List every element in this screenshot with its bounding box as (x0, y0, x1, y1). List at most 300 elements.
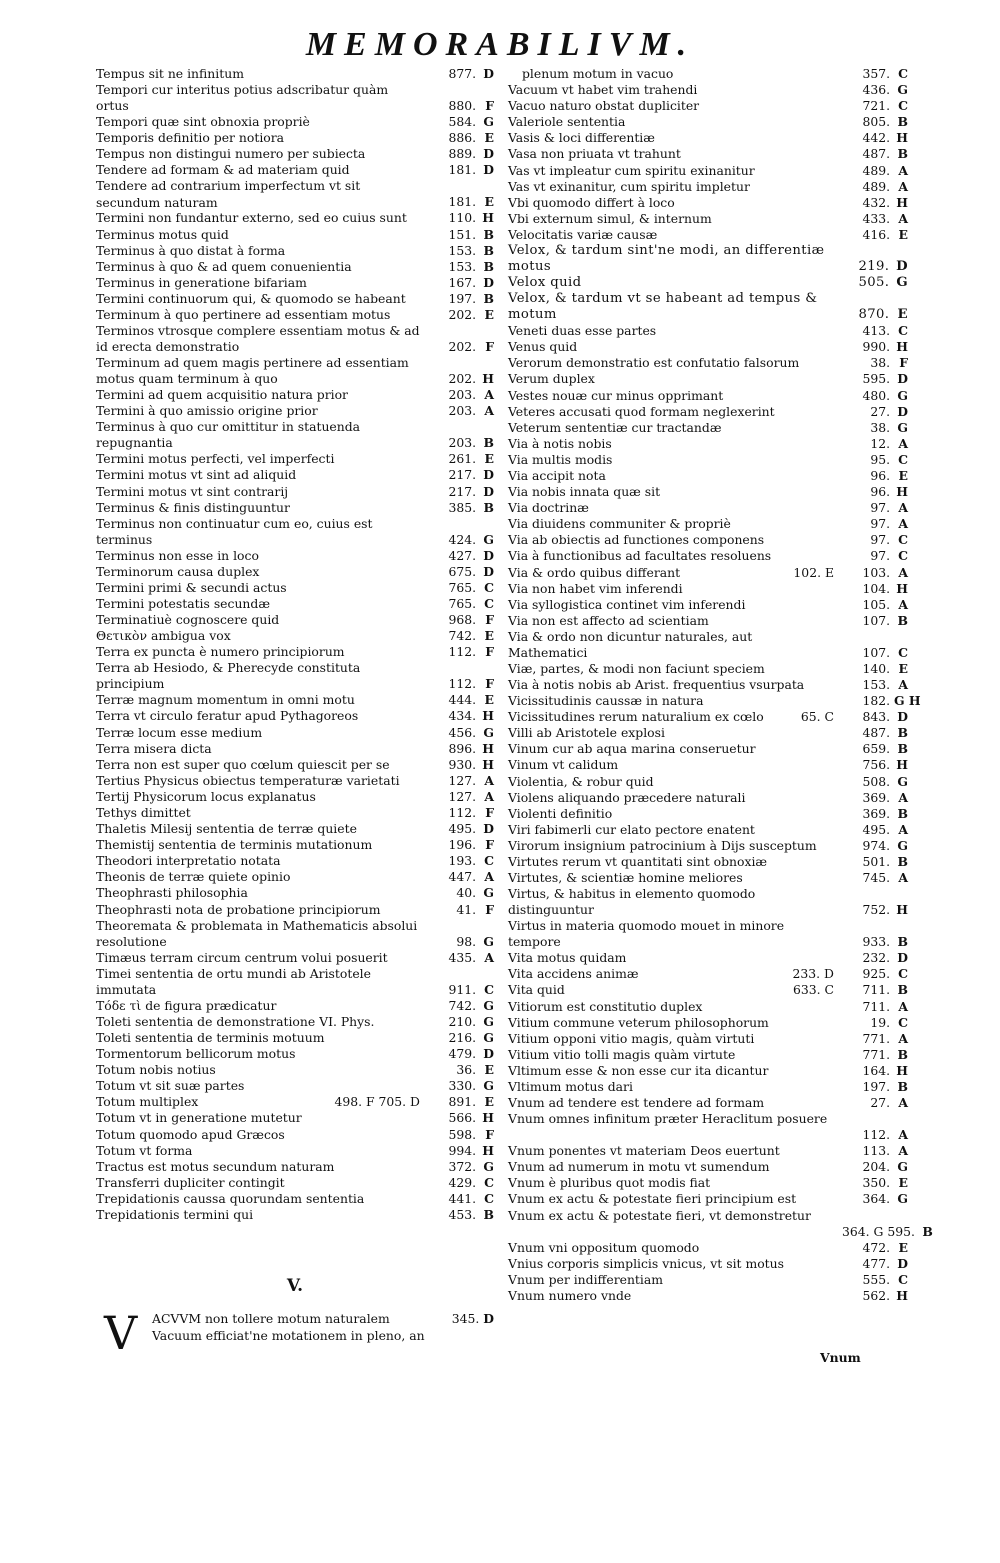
entry-text: Terra vt circulo feratur apud Pythagoreos (96, 708, 359, 724)
index-entry (96, 628, 494, 644)
entry-letter: H (896, 194, 908, 210)
entry-letter: D (896, 259, 908, 275)
entry-ref (428, 1014, 494, 1030)
entry-ref (428, 1143, 494, 1159)
entry-text: Termini motus perfecti, vel imperfecti (96, 451, 335, 467)
entry-text: Via syllogistica continet vim inferendi (508, 596, 746, 612)
index-entry (96, 259, 494, 275)
index-entry (508, 114, 908, 130)
entry-page: 96. (870, 467, 891, 483)
entry-text: Vnum è pluribus quot modis fiat (508, 1175, 711, 1191)
entry-ref (842, 163, 908, 179)
entry-page: 216. (448, 1029, 477, 1045)
entry-text: Terra ex puncta è numero principiorum (96, 644, 345, 660)
entry-text: Theophrasti nota de probatione principiorum (96, 901, 381, 917)
entry-letter: B (897, 741, 908, 757)
entry-letter: E (484, 692, 494, 708)
index-entry (508, 1175, 908, 1191)
entry-page: 843. (862, 709, 891, 725)
entry-page: 562. (862, 1287, 891, 1303)
entry-letter: B (483, 435, 494, 451)
entry-letter: C (484, 1190, 494, 1206)
index-entry (508, 146, 908, 162)
entry-page: 38. (870, 355, 891, 371)
entry-text: Theodori interpretatio notata (96, 853, 281, 869)
entry-letter: F (485, 339, 494, 355)
index-entry (508, 597, 908, 613)
entry-letter: F (485, 676, 494, 692)
entry-text: ACVVM non tollere motum naturalem (152, 1311, 390, 1326)
entry-ref (842, 870, 908, 886)
entry-page: 181. (448, 162, 477, 178)
entry-letter: H (482, 740, 494, 756)
index-entry (96, 564, 494, 580)
entry-letter: E (484, 1062, 494, 1078)
entry-letter: B (483, 242, 494, 258)
entry-text: Trepidationis termini qui (96, 1206, 254, 1222)
entry-letter: D (483, 162, 494, 178)
index-entry (96, 243, 494, 259)
entry-text: Vas vt exinanitur, cum spiritu impletur (508, 178, 750, 194)
index-entry (96, 548, 494, 564)
entry-page: 330. (448, 1078, 477, 1094)
entry-page: 933. (862, 934, 891, 950)
index-entry (96, 1207, 494, 1223)
index-entry (96, 757, 494, 773)
entry-letter: G (483, 933, 494, 949)
index-entry (96, 210, 494, 226)
entry-ref (842, 1143, 908, 1159)
entry-text: Terminus à quo & ad quem conuenientia (96, 258, 352, 274)
entry-ref (428, 387, 494, 403)
entry-ref (428, 950, 494, 966)
entry-letter: B (897, 982, 908, 998)
index-entry (96, 950, 494, 966)
index-entry (96, 178, 494, 210)
entry-ref (842, 693, 921, 709)
entry-page: 112. (448, 805, 477, 820)
entry-letter: A (898, 821, 908, 837)
index-entry (508, 339, 908, 355)
index-entry (96, 323, 494, 355)
entry-text: Via multis modis (508, 451, 613, 467)
entry-page: 203. (448, 435, 477, 451)
entry-page: 870. (858, 307, 890, 323)
entry-ref (428, 1207, 494, 1223)
entry-letter: B (922, 1223, 933, 1239)
index-entry (508, 211, 908, 227)
entry-text: Vitiorum est constitutio duplex (508, 998, 703, 1014)
entry-letter: B (897, 934, 908, 950)
entry-letter: H (896, 339, 908, 355)
entry-letter: D (483, 66, 494, 81)
index-entry (508, 886, 908, 918)
entry-text: Via non habet vim inferendi (508, 580, 683, 596)
entry-page: 771. (862, 1030, 891, 1046)
entry-text: Vitium commune veterum philosophorum (508, 1014, 769, 1030)
entry-ref (428, 259, 494, 275)
entry-page: 151. (448, 226, 477, 242)
entry-text: Via à notis nobis (508, 435, 612, 451)
index-entry (96, 998, 494, 1014)
index-entry (508, 741, 908, 757)
entry-ref (428, 227, 494, 243)
entry-ref (428, 773, 494, 789)
right-index-column (508, 66, 933, 1304)
entry-ref (428, 1094, 494, 1110)
entry-letter: A (898, 516, 908, 532)
entry-letter: E (484, 628, 494, 644)
entry-page: 711. (862, 982, 891, 998)
index-entry (508, 500, 908, 516)
entry-text: Terminum à quo pertinere ad essentiam motus (96, 307, 391, 323)
entry-ref (428, 596, 494, 612)
entry-page: 880. (448, 98, 477, 114)
entry-letter: D (483, 483, 494, 499)
index-entry (508, 1015, 908, 1031)
entry-text: Termini motus vt sint ad aliquid (96, 467, 297, 483)
entry-text: Vita accidens animæ (508, 966, 639, 982)
index-entry (96, 660, 494, 692)
entry-page: 444. (448, 692, 477, 708)
entry-ref (842, 259, 908, 275)
entry-page: 210. (448, 1013, 477, 1029)
entry-text: Veneti duas esse partes (508, 323, 657, 339)
entry-letter: E (898, 660, 908, 676)
entry-text: Vnum ad tendere est tendere ad formam (508, 1095, 765, 1111)
entry-letter: G (897, 387, 908, 403)
entry-text: Vnum omnes infinitum præter Heraclitum posuere (508, 1111, 828, 1127)
entry-letter: G (897, 419, 908, 435)
entry-page: 413. (862, 323, 891, 339)
index-entry (508, 581, 908, 597)
entry-letter: B (897, 114, 908, 130)
entry-text: Virtutes, & scientiæ homine meliores (508, 870, 743, 886)
entry-page: 489. (862, 178, 891, 194)
entry-page: 97. (870, 500, 891, 516)
index-entry (508, 1240, 908, 1256)
entry-letter: B (483, 290, 494, 306)
entry-page: 27. (870, 403, 891, 419)
entry-text: Totum vt sit suæ partes (96, 1078, 245, 1094)
entry-page: 12. (870, 435, 891, 451)
entry-letter: E (898, 226, 908, 242)
entry-letter: G (483, 1013, 494, 1029)
index-entry (508, 982, 908, 998)
entry-text: Toleti sententia de demonstratione VI. Phys. (96, 1013, 375, 1029)
index-entry (96, 307, 494, 323)
entry-ref (842, 854, 908, 870)
entry-letter: H (482, 371, 494, 387)
entry-page: 424. (448, 531, 477, 547)
entry-ref (428, 146, 494, 162)
entry-ref (428, 821, 494, 837)
entry-ref (428, 1175, 494, 1191)
entry-text: Tertius Physicus obiectus temperaturæ varietati (96, 772, 400, 788)
index-entry (508, 677, 908, 693)
entry-text: Vasa non priuata vt trahunt (508, 146, 681, 162)
index-entry (508, 484, 908, 500)
entry-ref (842, 999, 908, 1015)
entry-page: 127. (448, 772, 477, 788)
entry-text: Via & ordo quibus differant (508, 564, 681, 580)
entry-text: Terminatiuè cognoscere quid (96, 612, 280, 628)
entry-ref (842, 468, 908, 484)
index-entry (96, 1143, 494, 1159)
entry-letter: D (483, 1311, 494, 1326)
entry-letter: C (898, 323, 908, 339)
entry-text: Vitium vitio tolli magis quàm virtute (508, 1046, 736, 1062)
index-entry (508, 757, 908, 773)
entry-text: Virorum insignium patrocinium à Dijs susceptum (508, 837, 817, 853)
entry-page: 202. (448, 371, 477, 387)
entry-page: 41. (456, 901, 477, 917)
entry-ref (428, 532, 494, 548)
entry-text: Violentia, & robur quid (508, 773, 654, 789)
entry-page: 508. (862, 773, 891, 789)
index-entry (508, 98, 908, 114)
index-entry (96, 387, 494, 403)
entry-text: Vnum per indifferentiam (508, 1271, 664, 1287)
entry-page: 372. (448, 1158, 477, 1174)
entry-text: Viæ, partes, & modi non faciunt speciem (508, 660, 765, 676)
entry-text: Virtutes rerum vt quantitati sint obnoxiæ (508, 854, 768, 870)
entry-page: 357. (862, 66, 891, 81)
entry-page: 447. (448, 869, 477, 885)
entry-ref (842, 130, 908, 146)
entry-page: 765. (448, 595, 477, 611)
entry-text: Totum quomodo apud Græcos (96, 1126, 285, 1142)
entry-text: Terminum ad quem magis pertinere ad essentiam motus quam terminum à quo (96, 355, 409, 387)
index-entry (96, 708, 494, 724)
entry-ref (842, 66, 908, 82)
entry-text: Via à notis nobis ab Arist. frequentius vsurpata (508, 677, 805, 692)
index-entry (96, 1159, 494, 1175)
entry-letter: D (483, 547, 494, 563)
entry-page: 110. (448, 210, 477, 226)
entry-ref (428, 500, 494, 516)
entry-page: 453. (448, 1206, 477, 1222)
entry-page: 202. (448, 307, 477, 323)
entry-page: 38. (870, 419, 891, 435)
entry-letter: E (484, 1094, 494, 1110)
drop-cap: V (104, 1306, 138, 1360)
index-entry (508, 1111, 908, 1143)
entry-page: 104. (862, 580, 891, 596)
index-entry (508, 1079, 908, 1095)
index-entry (508, 709, 908, 725)
entry-ref (428, 435, 494, 451)
entry-text: Totum vt in generatione mutetur (96, 1110, 302, 1126)
entry-letter: F (899, 355, 908, 371)
entry-letter: B (897, 612, 908, 628)
entry-ref (428, 789, 494, 805)
entry-page: 675. (448, 563, 477, 579)
entry-text: Via à functionibus ad facultates resoluens (508, 548, 772, 564)
entry-text: Via doctrinæ (508, 500, 589, 516)
entry-letter: F (485, 837, 494, 853)
entry-letter: A (898, 1095, 908, 1111)
entry-text: Verorum demonstratio est confutatio falsorum (508, 355, 800, 371)
entry-ref (842, 741, 908, 757)
entry-page: 193. (448, 853, 477, 869)
entry-text: Vltimum esse & non esse cur ita dicantur (508, 1062, 769, 1078)
entry-ref (842, 114, 908, 130)
entry-text: Villi ab Aristotele explosi (508, 725, 665, 741)
entry-letter: A (484, 788, 494, 804)
entry-page: 480. (862, 387, 891, 403)
entry-ref (842, 1063, 908, 1079)
entry-page: 95. (870, 451, 891, 467)
entry-text: Velox, & tardum vt se habeant ad tempus & motum (508, 291, 818, 323)
entry-letter: H (482, 210, 494, 226)
entry-page: 925. (862, 966, 891, 982)
entry-ref (428, 467, 494, 483)
entry-text: Veteres accusati quod formam neglexerint (508, 403, 775, 419)
index-entry (96, 1191, 494, 1207)
entry-page: 584. (448, 114, 477, 130)
index-entry (96, 1030, 494, 1046)
index-entry (508, 179, 908, 195)
entry-ref (428, 564, 494, 580)
entry-text: Terminus à quo distat à forma (96, 242, 286, 258)
index-entry (96, 275, 494, 291)
entry-ref (842, 98, 908, 114)
entry-ref (428, 725, 494, 741)
entry-ref (842, 548, 908, 564)
entry-ref (842, 404, 908, 420)
index-entry (508, 790, 908, 806)
entry-text: Vnum ex actu & potestate fieri principium est (508, 1191, 797, 1207)
entry-ref (842, 565, 908, 581)
entry-ref (428, 644, 494, 660)
entry-ref (428, 837, 494, 853)
entry-ref (842, 1272, 908, 1288)
entry-letter: F (485, 901, 494, 917)
entry-letter: C (484, 1174, 494, 1190)
entry-text: Valeriole sententia (508, 114, 626, 130)
entry-text: Thaletis Milesij sententia de terræ quiete (96, 821, 357, 837)
entry-page: 427. (448, 547, 477, 563)
index-entry (96, 1078, 494, 1094)
entry-ref (428, 757, 494, 773)
entry-extra-ref: 498. F 705. D (334, 1094, 420, 1110)
entry-page: 472. (862, 1239, 891, 1255)
index-entry (508, 693, 921, 709)
entry-letter: A (898, 1143, 908, 1159)
entry-letter: C (898, 1271, 908, 1287)
index-entry (508, 1191, 908, 1207)
entry-letter: B (897, 854, 908, 870)
entry-ref (428, 451, 494, 467)
entry-text: Tendere ad formam & ad materiam quid (96, 162, 350, 178)
entry-page: 505. (858, 275, 890, 291)
entry-ref (842, 211, 908, 227)
entry-page: 711. (862, 998, 891, 1014)
entry-text: Viri fabimerli cur elato pectore enatent (508, 821, 755, 837)
entry-letter: H (896, 1062, 908, 1078)
entry-text: Vnum numero vnde (508, 1287, 632, 1303)
entry-page: 765. (448, 579, 477, 595)
entry-ref (842, 532, 908, 548)
entry-letter: D (483, 1046, 494, 1062)
index-entry (96, 114, 494, 130)
index-entry (508, 1031, 908, 1047)
entry-text: Vnum ex actu & potestate fieri, vt demonstretur (508, 1207, 811, 1223)
entry-text: Terminus non esse in loco (96, 547, 259, 563)
index-entry (96, 467, 494, 483)
entry-text: Transferri dupliciter contingit (96, 1174, 285, 1190)
entry-ref (428, 934, 494, 950)
index-entry (508, 420, 908, 436)
entry-page: 990. (862, 339, 891, 355)
index-entry (508, 1256, 908, 1272)
entry-page: 435. (448, 949, 477, 965)
section-v (104, 1306, 494, 1360)
index-entry (96, 1014, 494, 1030)
entry-text: Theonis de terræ quiete opinio (96, 869, 291, 885)
entry-letter: G (483, 1078, 494, 1094)
entry-letter: D (897, 709, 908, 725)
entry-letter: E (484, 451, 494, 467)
entry-text: Vita motus quidam (508, 950, 627, 966)
index-entry (96, 1094, 494, 1110)
entry-letter: B (483, 226, 494, 242)
entry-letter: G (483, 724, 494, 740)
entry-letter: H (482, 708, 494, 724)
entry-text: Termini potestatis secundæ (96, 595, 270, 611)
entry-page: 107. (862, 644, 891, 660)
entry-text: Vas vt impleatur cum spiritu exinanitur (508, 162, 755, 178)
entry-page: 107. (862, 612, 891, 628)
entry-ref (428, 484, 494, 500)
entry-letter: B (483, 499, 494, 515)
index-entry (508, 854, 908, 870)
entry-page: 232. (862, 950, 891, 966)
entry-letter: A (484, 387, 494, 403)
entry-ref (428, 902, 494, 918)
entry-page: 433. (862, 210, 891, 226)
entry-text: Vacuum efficiat'ne motationem in pleno, an (152, 1328, 425, 1343)
entry-ref (842, 146, 908, 162)
entry-text: Tempus non distingui numero per subiecta (96, 146, 366, 162)
section-heading-v: V. (286, 1276, 304, 1296)
entry-text: Veterum sententiæ cur tractandæ (508, 419, 722, 435)
entry-ref (842, 757, 908, 773)
index-entry (96, 741, 494, 757)
entry-text: Terminus & finis distinguuntur (96, 499, 290, 515)
index-entry (96, 725, 494, 741)
entry-page: 167. (448, 274, 477, 290)
entry-ref (842, 1191, 908, 1207)
entry-ref (428, 885, 494, 901)
entry-ref (428, 403, 494, 419)
entry-text: Via & ordo non dicuntur naturales, aut Mathematici (508, 628, 753, 660)
entry-page: 369. (862, 789, 891, 805)
entry-ref (842, 307, 908, 323)
entry-letter: G (483, 531, 494, 547)
entry-page: 97. (870, 532, 891, 548)
entry-letter: G (897, 1159, 908, 1175)
entry-ref (842, 822, 908, 838)
entry-ref (842, 1015, 908, 1031)
entry-page: 96. (870, 484, 891, 500)
index-entry (508, 725, 908, 741)
entry-page: 896. (448, 740, 477, 756)
entry-letter: G (483, 114, 494, 130)
index-entry (508, 291, 908, 323)
index-entry (508, 243, 908, 275)
